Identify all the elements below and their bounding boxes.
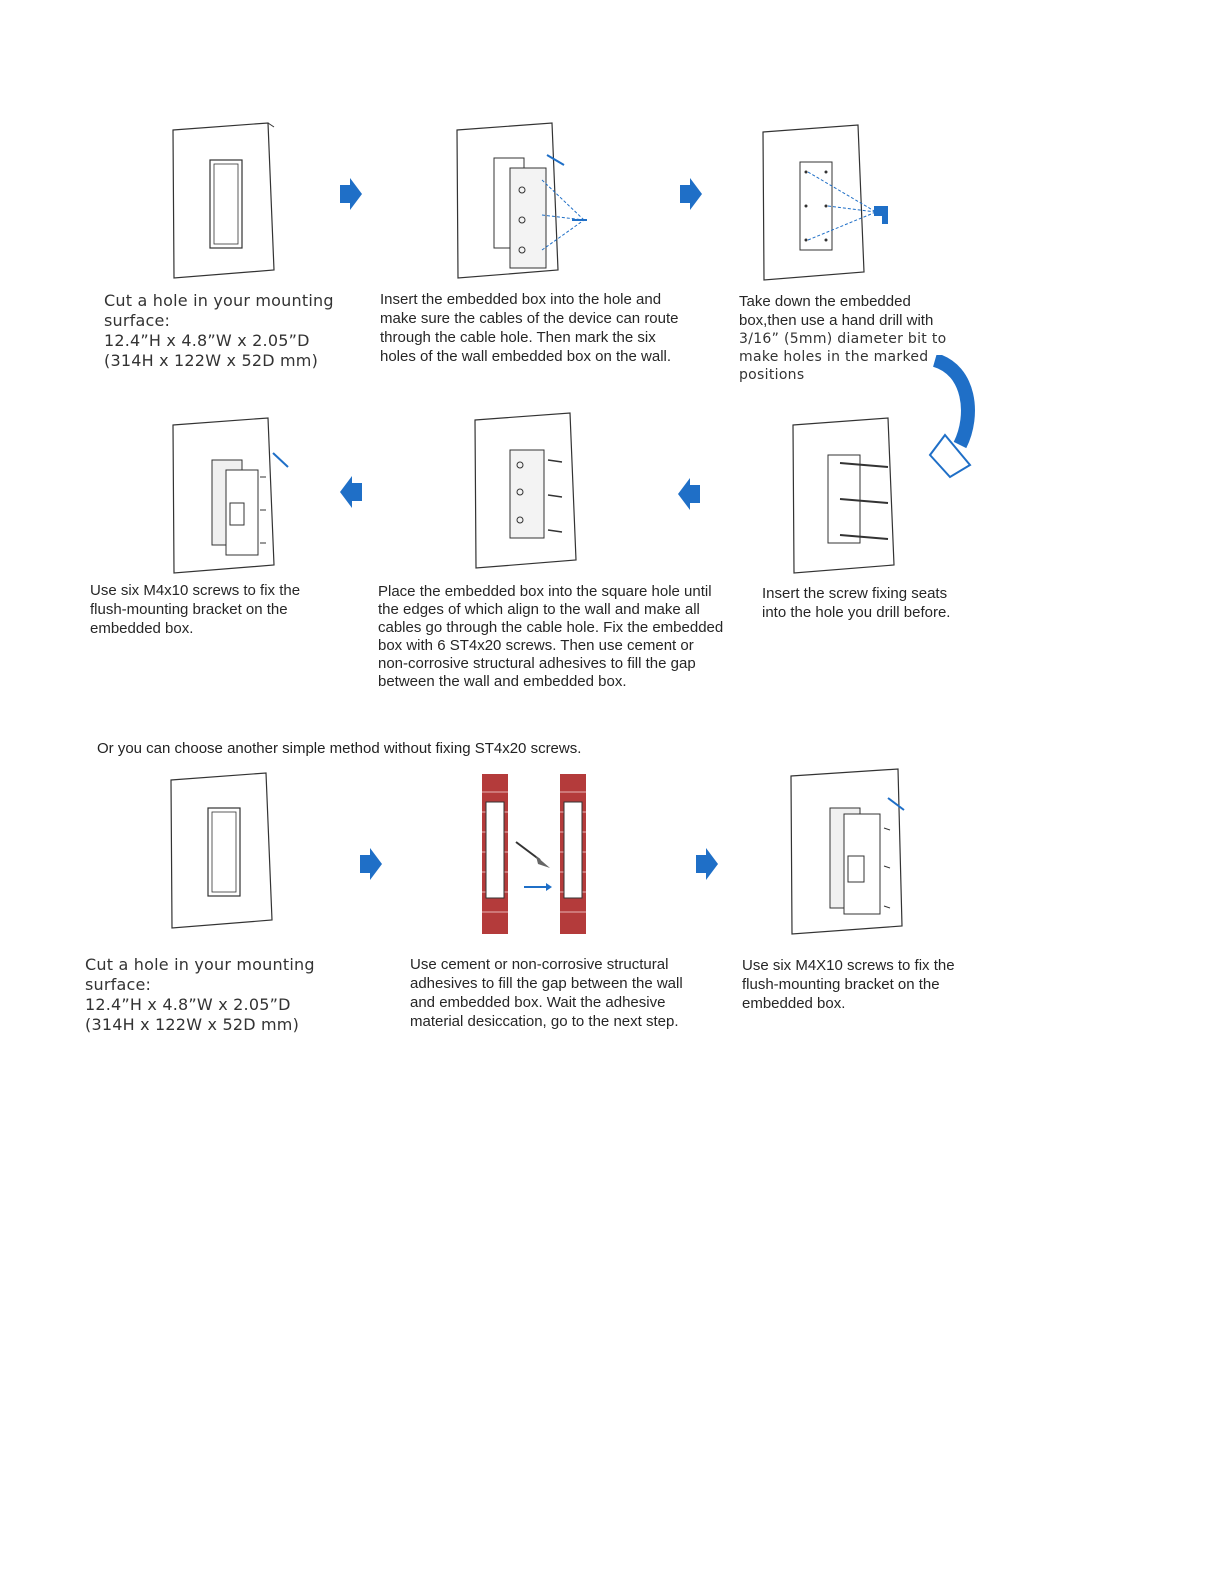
caption-line: between the wall and embedded box. [378,673,627,690]
caption-step4 [762,584,992,622]
caption-line: Insert the embedded box into the hole and [380,291,662,308]
figure-fix-bracket [168,415,303,580]
caption-step6 [90,581,340,638]
figure-insert-screw-seats [788,415,903,580]
caption-line: Use six M4x10 screws to fix the [90,582,301,599]
caption-step1 [104,291,354,371]
caption-line: surface: [104,311,171,330]
caption-line: Place the embedded box into the square hole until [378,583,712,600]
caption-line: box with 6 ST4x20 screws. Then use cement or [378,637,694,654]
caption-alt-step3 [742,956,982,1013]
caption-line: Cut a hole in your mounting [104,291,334,310]
figure-fix-box-screws [470,410,585,575]
arrow-right-icon [680,178,702,210]
figure-wall-cut-hole [168,120,280,285]
caption-line: non-corrosive structural adhesives to fill the gap [378,655,696,672]
caption-line: positions [739,367,805,383]
arrow-right-icon [340,178,362,210]
figure-drill-holes [758,122,898,287]
caption-line: and embedded box. Wait the adhesive [410,994,666,1011]
caption-line: box,then use a hand drill with [739,312,934,329]
caption-line: make sure the cables of the device can route [380,310,679,327]
caption-line: Use cement or non-corrosive structural [410,956,669,973]
caption-line: into the hole you drill before. [762,604,951,621]
caption-alt-step1 [85,955,345,1035]
caption-line: flush-mounting bracket on the [742,976,940,993]
caption-step2 [380,290,710,366]
caption-line: Cut a hole in your mounting [85,955,315,974]
caption-line: embedded box. [90,620,194,637]
caption-line: Use six M4X10 screws to fix the [742,957,955,974]
caption-line: surface: [85,975,152,994]
caption-line: 3/16” (5mm) diameter bit to [739,331,947,347]
caption-step5 [378,583,748,691]
caption-line: 12.4”H x 4.8”W x 2.05”D [85,995,291,1014]
arrow-right-icon [360,848,382,880]
caption-line: (314H x 122W x 52D mm) [104,351,319,370]
caption-line: flush-mounting bracket on the [90,601,288,618]
caption-line: Take down the embedded [739,293,911,310]
figure-fix-bracket-alt [786,766,916,938]
figure-brick-wall-adhesive [478,772,590,937]
caption-line: cables go through the cable hole. Fix the embedded [378,619,724,636]
caption-line: embedded box. [742,995,846,1012]
caption-line: the edges of which align to the wall and make all [378,601,700,618]
figure-wall-cut-hole-alt [166,770,278,935]
caption-line: Insert the screw fixing seats [762,585,948,602]
figure-insert-box-mark-holes [452,120,592,285]
caption-alt-step2 [410,955,720,1031]
caption-line: 12.4”H x 4.8”W x 2.05”D [104,331,310,350]
caption-line: holes of the wall embedded box on the wall. [380,348,672,365]
caption-line: (314H x 122W x 52D mm) [85,1015,300,1034]
alternative-method-note: Or you can choose another simple method without fixing ST4x20 screws. [97,740,582,757]
caption-line: through the cable hole. Then mark the six [380,329,656,346]
caption-line: material desiccation, go to the next step. [410,1013,679,1030]
caption-line: adhesives to fill the gap between the wall [410,975,683,992]
arrow-left-icon [340,476,362,508]
caption-step3 [739,292,959,384]
arrow-right-icon [696,848,718,880]
caption-line: make holes in the marked [739,349,929,365]
arrow-left-icon [678,478,700,510]
